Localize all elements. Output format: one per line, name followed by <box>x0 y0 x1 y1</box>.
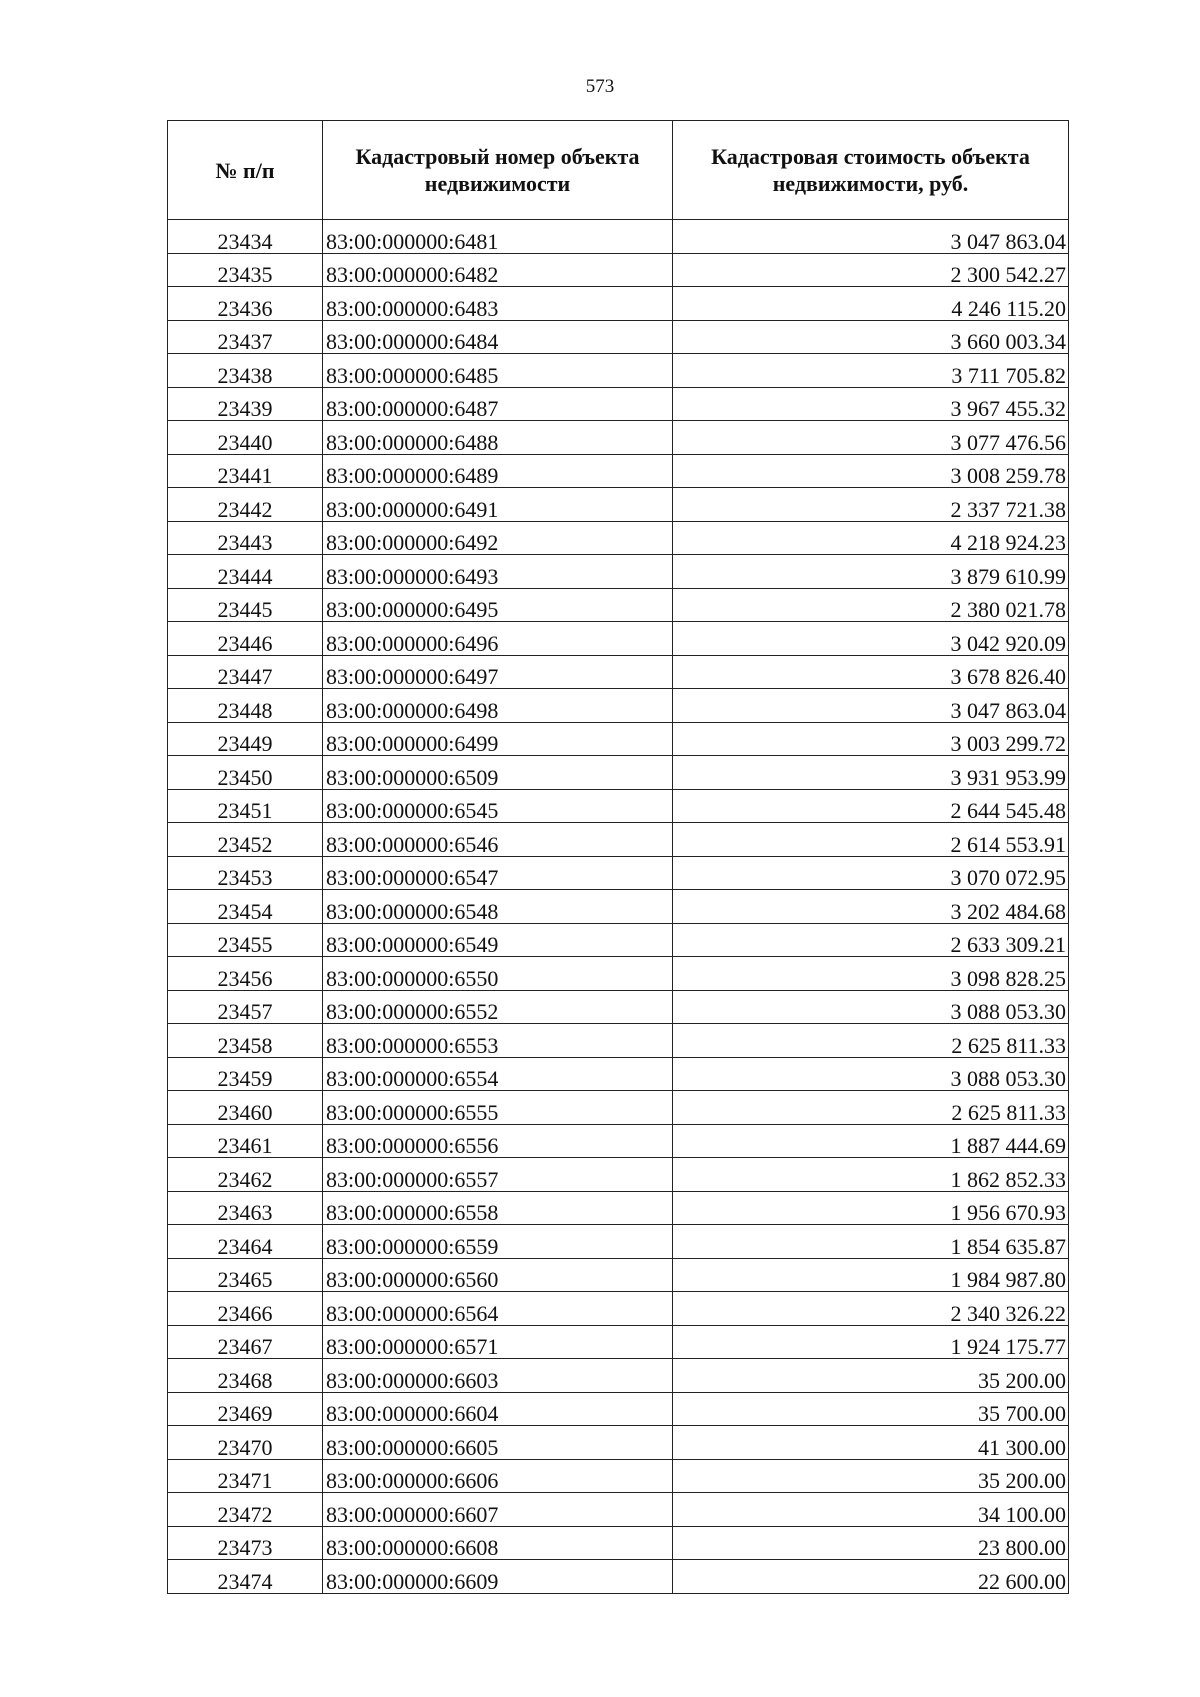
table-row <box>168 1493 1069 1527</box>
row-number-cell: 23461 <box>168 1124 323 1158</box>
header-row-number: № п/п <box>168 121 323 220</box>
table-row <box>168 1325 1069 1359</box>
cadastral-value-cell: 1 956 670.93 <box>673 1191 1069 1225</box>
cadastral-value-table-container <box>167 120 1068 1594</box>
cadastral-number-cell: 83:00:000000:6546 <box>323 823 673 857</box>
cadastral-value-cell: 3 003 299.72 <box>673 722 1069 756</box>
cadastral-number-cell: 83:00:000000:6550 <box>323 957 673 991</box>
cadastral-value-cell: 4 246 115.20 <box>673 287 1069 321</box>
cadastral-number-cell: 83:00:000000:6603 <box>323 1359 673 1393</box>
row-number-cell: 23458 <box>168 1024 323 1058</box>
row-number-cell: 23447 <box>168 655 323 689</box>
cadastral-value-cell: 23 800.00 <box>673 1526 1069 1560</box>
row-number-cell: 23437 <box>168 320 323 354</box>
cadastral-value-cell: 1 854 635.87 <box>673 1225 1069 1259</box>
cadastral-value-cell: 2 337 721.38 <box>673 488 1069 522</box>
cadastral-value-cell: 35 200.00 <box>673 1359 1069 1393</box>
table-row <box>168 1560 1069 1594</box>
row-number-cell: 23464 <box>168 1225 323 1259</box>
table-row <box>168 555 1069 589</box>
cadastral-value-cell: 2 625 811.33 <box>673 1024 1069 1058</box>
row-number-cell: 23446 <box>168 622 323 656</box>
cadastral-value-cell: 1 862 852.33 <box>673 1158 1069 1192</box>
cadastral-number-cell: 83:00:000000:6607 <box>323 1493 673 1527</box>
row-number-cell: 23434 <box>168 220 323 254</box>
cadastral-value-cell: 22 600.00 <box>673 1560 1069 1594</box>
table-row <box>168 1191 1069 1225</box>
cadastral-number-cell: 83:00:000000:6499 <box>323 722 673 756</box>
cadastral-number-cell: 83:00:000000:6481 <box>323 220 673 254</box>
table-row <box>168 856 1069 890</box>
cadastral-number-cell: 83:00:000000:6496 <box>323 622 673 656</box>
table-row <box>168 1057 1069 1091</box>
table-row <box>168 253 1069 287</box>
row-number-cell: 23473 <box>168 1526 323 1560</box>
cadastral-number-cell: 83:00:000000:6491 <box>323 488 673 522</box>
cadastral-number-cell: 83:00:000000:6488 <box>323 421 673 455</box>
table-row <box>168 421 1069 455</box>
table-row <box>168 454 1069 488</box>
row-number-cell: 23469 <box>168 1392 323 1426</box>
cadastral-value-cell: 1 984 987.80 <box>673 1258 1069 1292</box>
cadastral-number-cell: 83:00:000000:6485 <box>323 354 673 388</box>
row-number-cell: 23453 <box>168 856 323 890</box>
table-row <box>168 1158 1069 1192</box>
cadastral-value-cell: 4 218 924.23 <box>673 521 1069 555</box>
cadastral-value-cell: 3 678 826.40 <box>673 655 1069 689</box>
cadastral-number-cell: 83:00:000000:6484 <box>323 320 673 354</box>
cadastral-number-cell: 83:00:000000:6558 <box>323 1191 673 1225</box>
table-row <box>168 488 1069 522</box>
table-row <box>168 220 1069 254</box>
cadastral-value-cell: 3 042 920.09 <box>673 622 1069 656</box>
table-row <box>168 957 1069 991</box>
table-row <box>168 320 1069 354</box>
table-row <box>168 1292 1069 1326</box>
cadastral-value-cell: 3 088 053.30 <box>673 1057 1069 1091</box>
cadastral-value-cell: 3 088 053.30 <box>673 990 1069 1024</box>
table-row <box>168 990 1069 1024</box>
row-number-cell: 23470 <box>168 1426 323 1460</box>
cadastral-value-cell: 3 070 072.95 <box>673 856 1069 890</box>
cadastral-number-cell: 83:00:000000:6608 <box>323 1526 673 1560</box>
cadastral-number-cell: 83:00:000000:6548 <box>323 890 673 924</box>
table-header <box>168 121 1069 220</box>
table-row <box>168 1124 1069 1158</box>
table-row <box>168 1258 1069 1292</box>
cadastral-number-cell: 83:00:000000:6571 <box>323 1325 673 1359</box>
table-row <box>168 689 1069 723</box>
header-row <box>168 121 1069 220</box>
page-number: 573 <box>585 76 615 97</box>
cadastral-number-cell: 83:00:000000:6492 <box>323 521 673 555</box>
row-number-cell: 23474 <box>168 1560 323 1594</box>
cadastral-value-cell: 2 614 553.91 <box>673 823 1069 857</box>
cadastral-number-cell: 83:00:000000:6549 <box>323 923 673 957</box>
cadastral-number-cell: 83:00:000000:6554 <box>323 1057 673 1091</box>
cadastral-number-cell: 83:00:000000:6609 <box>323 1560 673 1594</box>
table-row <box>168 1459 1069 1493</box>
table-row <box>168 756 1069 790</box>
cadastral-value-cell: 3 660 003.34 <box>673 320 1069 354</box>
table-row <box>168 823 1069 857</box>
row-number-cell: 23448 <box>168 689 323 723</box>
cadastral-value-cell: 3 047 863.04 <box>673 689 1069 723</box>
cadastral-value-cell: 34 100.00 <box>673 1493 1069 1527</box>
cadastral-number-cell: 83:00:000000:6482 <box>323 253 673 287</box>
row-number-cell: 23457 <box>168 990 323 1024</box>
cadastral-value-cell: 1 887 444.69 <box>673 1124 1069 1158</box>
row-number-cell: 23471 <box>168 1459 323 1493</box>
row-number-cell: 23435 <box>168 253 323 287</box>
table-row <box>168 722 1069 756</box>
table-row <box>168 387 1069 421</box>
cadastral-number-cell: 83:00:000000:6493 <box>323 555 673 589</box>
table-body <box>168 220 1069 1594</box>
row-number-cell: 23450 <box>168 756 323 790</box>
cadastral-number-cell: 83:00:000000:6555 <box>323 1091 673 1125</box>
cadastral-number-cell: 83:00:000000:6560 <box>323 1258 673 1292</box>
table-row <box>168 923 1069 957</box>
cadastral-number-cell: 83:00:000000:6497 <box>323 655 673 689</box>
cadastral-number-cell: 83:00:000000:6487 <box>323 387 673 421</box>
row-number-cell: 23440 <box>168 421 323 455</box>
row-number-cell: 23462 <box>168 1158 323 1192</box>
cadastral-value-cell: 35 200.00 <box>673 1459 1069 1493</box>
cadastral-value-cell: 3 008 259.78 <box>673 454 1069 488</box>
cadastral-number-cell: 83:00:000000:6489 <box>323 454 673 488</box>
cadastral-value-cell: 3 879 610.99 <box>673 555 1069 589</box>
cadastral-value-cell: 1 924 175.77 <box>673 1325 1069 1359</box>
table-row <box>168 354 1069 388</box>
cadastral-value-cell: 2 300 542.27 <box>673 253 1069 287</box>
cadastral-number-cell: 83:00:000000:6509 <box>323 756 673 790</box>
row-number-cell: 23436 <box>168 287 323 321</box>
cadastral-value-cell: 3 098 828.25 <box>673 957 1069 991</box>
table-row <box>168 655 1069 689</box>
table-row <box>168 890 1069 924</box>
cadastral-value-cell: 2 625 811.33 <box>673 1091 1069 1125</box>
header-cadastral-value: Кадастровая стоимость объекта недвижимости, руб. <box>673 121 1069 220</box>
row-number-cell: 23443 <box>168 521 323 555</box>
row-number-cell: 23466 <box>168 1292 323 1326</box>
cadastral-number-cell: 83:00:000000:6547 <box>323 856 673 890</box>
cadastral-number-cell: 83:00:000000:6557 <box>323 1158 673 1192</box>
cadastral-value-cell: 3 077 476.56 <box>673 421 1069 455</box>
cadastral-number-cell: 83:00:000000:6605 <box>323 1426 673 1460</box>
cadastral-value-cell: 3 047 863.04 <box>673 220 1069 254</box>
cadastral-value-cell: 35 700.00 <box>673 1392 1069 1426</box>
cadastral-number-cell: 83:00:000000:6495 <box>323 588 673 622</box>
cadastral-number-cell: 83:00:000000:6483 <box>323 287 673 321</box>
cadastral-value-cell: 3 931 953.99 <box>673 756 1069 790</box>
cadastral-number-cell: 83:00:000000:6564 <box>323 1292 673 1326</box>
table-row <box>168 521 1069 555</box>
table-row <box>168 1392 1069 1426</box>
table-row <box>168 588 1069 622</box>
row-number-cell: 23444 <box>168 555 323 589</box>
cadastral-number-cell: 83:00:000000:6604 <box>323 1392 673 1426</box>
cadastral-number-cell: 83:00:000000:6552 <box>323 990 673 1024</box>
row-number-cell: 23463 <box>168 1191 323 1225</box>
table-row <box>168 789 1069 823</box>
cadastral-value-cell: 2 633 309.21 <box>673 923 1069 957</box>
table-row <box>168 1359 1069 1393</box>
cadastral-number-cell: 83:00:000000:6545 <box>323 789 673 823</box>
cadastral-value-cell: 3 711 705.82 <box>673 354 1069 388</box>
row-number-cell: 23452 <box>168 823 323 857</box>
row-number-cell: 23442 <box>168 488 323 522</box>
cadastral-number-cell: 83:00:000000:6553 <box>323 1024 673 1058</box>
row-number-cell: 23454 <box>168 890 323 924</box>
table-row <box>168 1225 1069 1259</box>
row-number-cell: 23460 <box>168 1091 323 1125</box>
table-row <box>168 1526 1069 1560</box>
cadastral-value-cell: 3 967 455.32 <box>673 387 1069 421</box>
row-number-cell: 23451 <box>168 789 323 823</box>
row-number-cell: 23456 <box>168 957 323 991</box>
row-number-cell: 23439 <box>168 387 323 421</box>
row-number-cell: 23445 <box>168 588 323 622</box>
row-number-cell: 23455 <box>168 923 323 957</box>
table-row <box>168 1024 1069 1058</box>
cadastral-number-cell: 83:00:000000:6559 <box>323 1225 673 1259</box>
cadastral-number-cell: 83:00:000000:6556 <box>323 1124 673 1158</box>
cadastral-value-table <box>167 120 1069 1594</box>
table-row <box>168 287 1069 321</box>
row-number-cell: 23472 <box>168 1493 323 1527</box>
table-row <box>168 622 1069 656</box>
table-row <box>168 1426 1069 1460</box>
row-number-cell: 23449 <box>168 722 323 756</box>
cadastral-value-cell: 41 300.00 <box>673 1426 1069 1460</box>
table-row <box>168 1091 1069 1125</box>
row-number-cell: 23468 <box>168 1359 323 1393</box>
cadastral-number-cell: 83:00:000000:6606 <box>323 1459 673 1493</box>
row-number-cell: 23465 <box>168 1258 323 1292</box>
cadastral-value-cell: 2 380 021.78 <box>673 588 1069 622</box>
row-number-cell: 23459 <box>168 1057 323 1091</box>
row-number-cell: 23467 <box>168 1325 323 1359</box>
cadastral-value-cell: 3 202 484.68 <box>673 890 1069 924</box>
cadastral-value-cell: 2 644 545.48 <box>673 789 1069 823</box>
cadastral-value-cell: 2 340 326.22 <box>673 1292 1069 1326</box>
row-number-cell: 23441 <box>168 454 323 488</box>
row-number-cell: 23438 <box>168 354 323 388</box>
header-cadastral-number: Кадастровый номер объекта недвижимости <box>323 121 673 220</box>
cadastral-number-cell: 83:00:000000:6498 <box>323 689 673 723</box>
